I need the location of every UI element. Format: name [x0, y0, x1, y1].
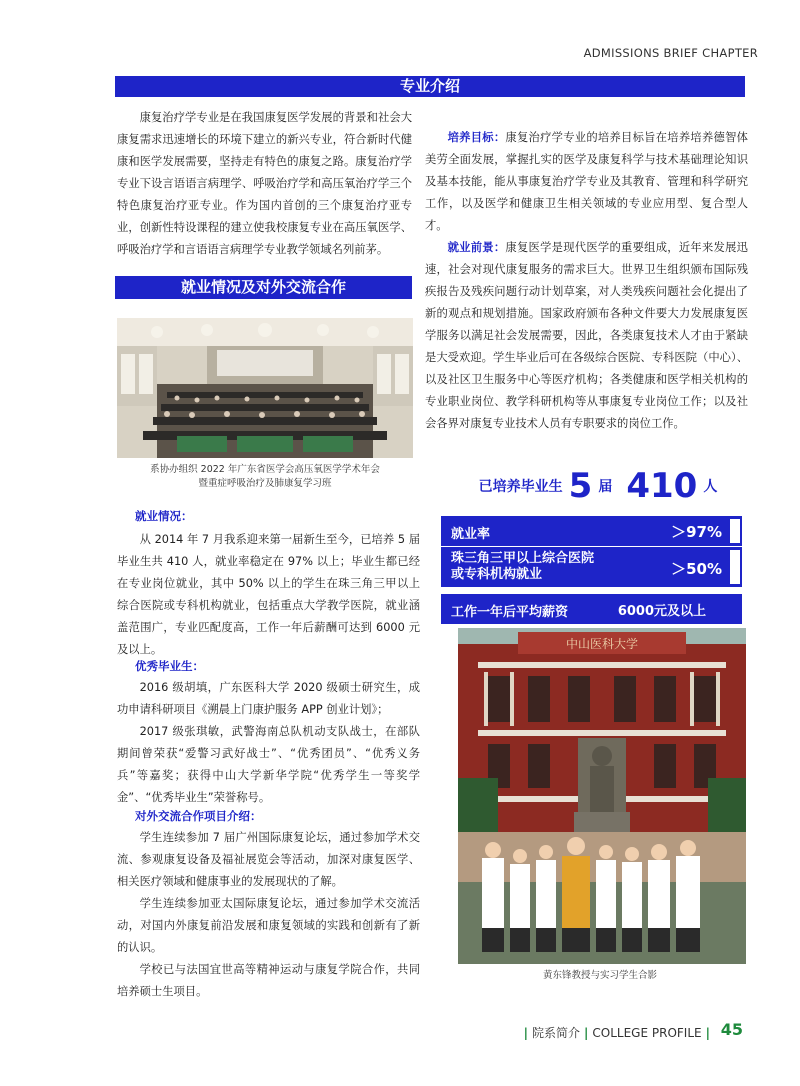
graduates-summary: [448, 467, 748, 505]
stat-employment-rate: [441, 516, 742, 546]
stat-label-line: 珠三角三甲以上综合医院: [451, 551, 595, 566]
footer-section-cn: 院系简介: [532, 1026, 581, 1040]
footer-divider: |: [584, 1026, 589, 1040]
excellent-grad-heading: 优秀毕业生：: [135, 659, 204, 673]
employment-paragraph: 从 2014 年 7 月我系迎来第一届新生至今，已培养 5 届毕业生共 410 人，就业率稳定在 97% 以上；毕业生都已经在专业岗位就业，其中 50% 以上的学生在珠三角三甲以上综合医院或专科机构就业，包括重点大学教学医院，就业涵盖范围广，专业匹配度高，工作一年后薪酬可达到 6000 元及以上。: [117, 533, 420, 656]
excellent-grad-para-1: 2016 级胡填，广东医科大学 2020 级硕士研究生，成功申请科研项目《溯晨上门康护服务 APP 创业计划》；: [117, 681, 420, 716]
job-prospects-label: 就业前景：: [447, 241, 506, 254]
stat-value: 6000元及以上: [617, 604, 706, 619]
stat-prd-hospitals: [441, 547, 742, 587]
stat-value: ＞97%: [671, 523, 722, 541]
stat-value: ＞50%: [671, 560, 722, 578]
stat-label-line: 或专科机构就业: [451, 567, 543, 582]
graduates-unit2: 人: [703, 479, 718, 495]
major-intro-paragraph: 康复治疗学专业是在我国康复医学发展的背景和社会大康复需求迅速增长的环境下建立的新兴专业，符合新时代健康和医学发展需要，坚持走有特色的康复之路。康复治疗学专业下设言语语言病理学、呼吸治疗学和高压氧治疗学三个特色康复治疗亚专业。作为国内首创的三个康复治疗亚专业，创新性特设课程的建立使我校康复专业在高压氧医学、呼吸治疗学和言语语言病理学专业教学领域名列前茅。: [117, 111, 412, 256]
employment-heading: 就业情况：: [135, 509, 193, 523]
exchange-para-3: 学校已与法国宜世高等精神运动与康复学院合作，共同培养硕士生项目。: [117, 963, 420, 998]
footer-divider: |: [523, 1026, 528, 1040]
section-title-major: 专业介绍: [115, 76, 745, 97]
training-goal-text: 康复治疗学专业的培养目标旨在培养培养德智体美劳全面发展，掌握扎实的医学及康复科学与技术基础理论知识及基本技能，能从事康复治疗学专业及其教育、管理和科学研究工作，以及医学和健康卫生相关领域的专业应用型、复合型人才。: [425, 131, 748, 232]
job-prospects-paragraph: [425, 237, 748, 435]
footer-section-en: COLLEGE PROFILE: [592, 1026, 702, 1040]
exchange-block: [117, 805, 420, 1003]
stat-label: 工作一年后平均薪资: [451, 605, 569, 620]
group-photo-caption: 黄东锋教授与实习学生合影: [542, 970, 657, 981]
graduates-prefix: 已培养毕业生: [478, 479, 563, 495]
graduates-people: 410: [626, 466, 698, 506]
building-sign: 中山医科大学: [565, 637, 639, 651]
graduates-unit1: 届: [598, 479, 613, 495]
exchange-heading: 对外交流合作项目介绍：: [135, 809, 262, 823]
stat-label: 就业率: [451, 527, 491, 542]
excellent-grad-para-2: 2017 级张琪敏，武警海南总队机动支队战士，在部队期间曾荣获“爱警习武好战士”、“优秀团员”、“优秀义务兵”等嘉奖；获得中山大学新华学院“优秀学生一等奖学金”、“优秀毕业生”荣誉称号。: [117, 725, 420, 804]
conference-photo-caption: [117, 463, 413, 491]
stat-salary: [441, 594, 742, 624]
job-prospects-text: 康复医学是现代医学的重要组成，近年来发展迅速，社会对现代康复服务的需求巨大。世界卫生组织颁布国际残疾报告及残疾问题行动计划草案，对人类残疾问题社会化提出了新的观点和规划措施。国家政府颁布各种文件要大力发展康复医学服务以满足社会发展需要，因此，各类康复技术人才由于紧缺是大受欢迎。学生毕业后可在各级综合医院、专科医院（中心）、以及社区卫生服务中心等医疗机构；各类健康和医学相关机构的专业职业岗位、教学科研机构等从事康复专业岗位工作；以及社会各界对康复专业技术人员有专职要求的岗位工作。: [425, 241, 748, 430]
stat-bar-end: [728, 550, 740, 584]
conference-photo: [117, 318, 413, 458]
footer-divider: |: [705, 1026, 710, 1040]
page-number: 45: [720, 1020, 743, 1039]
footer-section: [520, 1024, 714, 1041]
training-goal-label: 培养目标：: [447, 131, 506, 144]
excellent-grad-block: [117, 655, 420, 809]
caption-line: 暨重症呼吸治疗及肺康复学习班: [198, 478, 332, 489]
training-goal-paragraph: [425, 127, 748, 237]
section-title-employment: 就业情况及对外交流合作: [115, 276, 412, 299]
employment-block: [117, 505, 420, 661]
stat-bar-end: [728, 519, 740, 543]
exchange-para-1: 学生连续参加 7 届广州国际康复论坛，通过参加学术交流、参观康复设备及福祉展览会等活动，加深对康复医学、相关医疗领域和健康事业的发展现状的了解。: [117, 831, 420, 888]
chapter-header: ADMISSIONS BRIEF CHAPTER: [583, 46, 758, 60]
stat-label: [451, 551, 594, 583]
graduates-count: 5: [568, 466, 593, 506]
caption-line: 系协办组织 2022 年广东省医学会高压氧医学学术年会: [150, 464, 380, 475]
group-photo: [458, 628, 746, 964]
exchange-para-2: 学生连续参加亚太国际康复论坛，通过参加学术交流活动，对国内外康复前沿发展和康复领域的实践和创新有了新的认识。: [117, 897, 420, 954]
